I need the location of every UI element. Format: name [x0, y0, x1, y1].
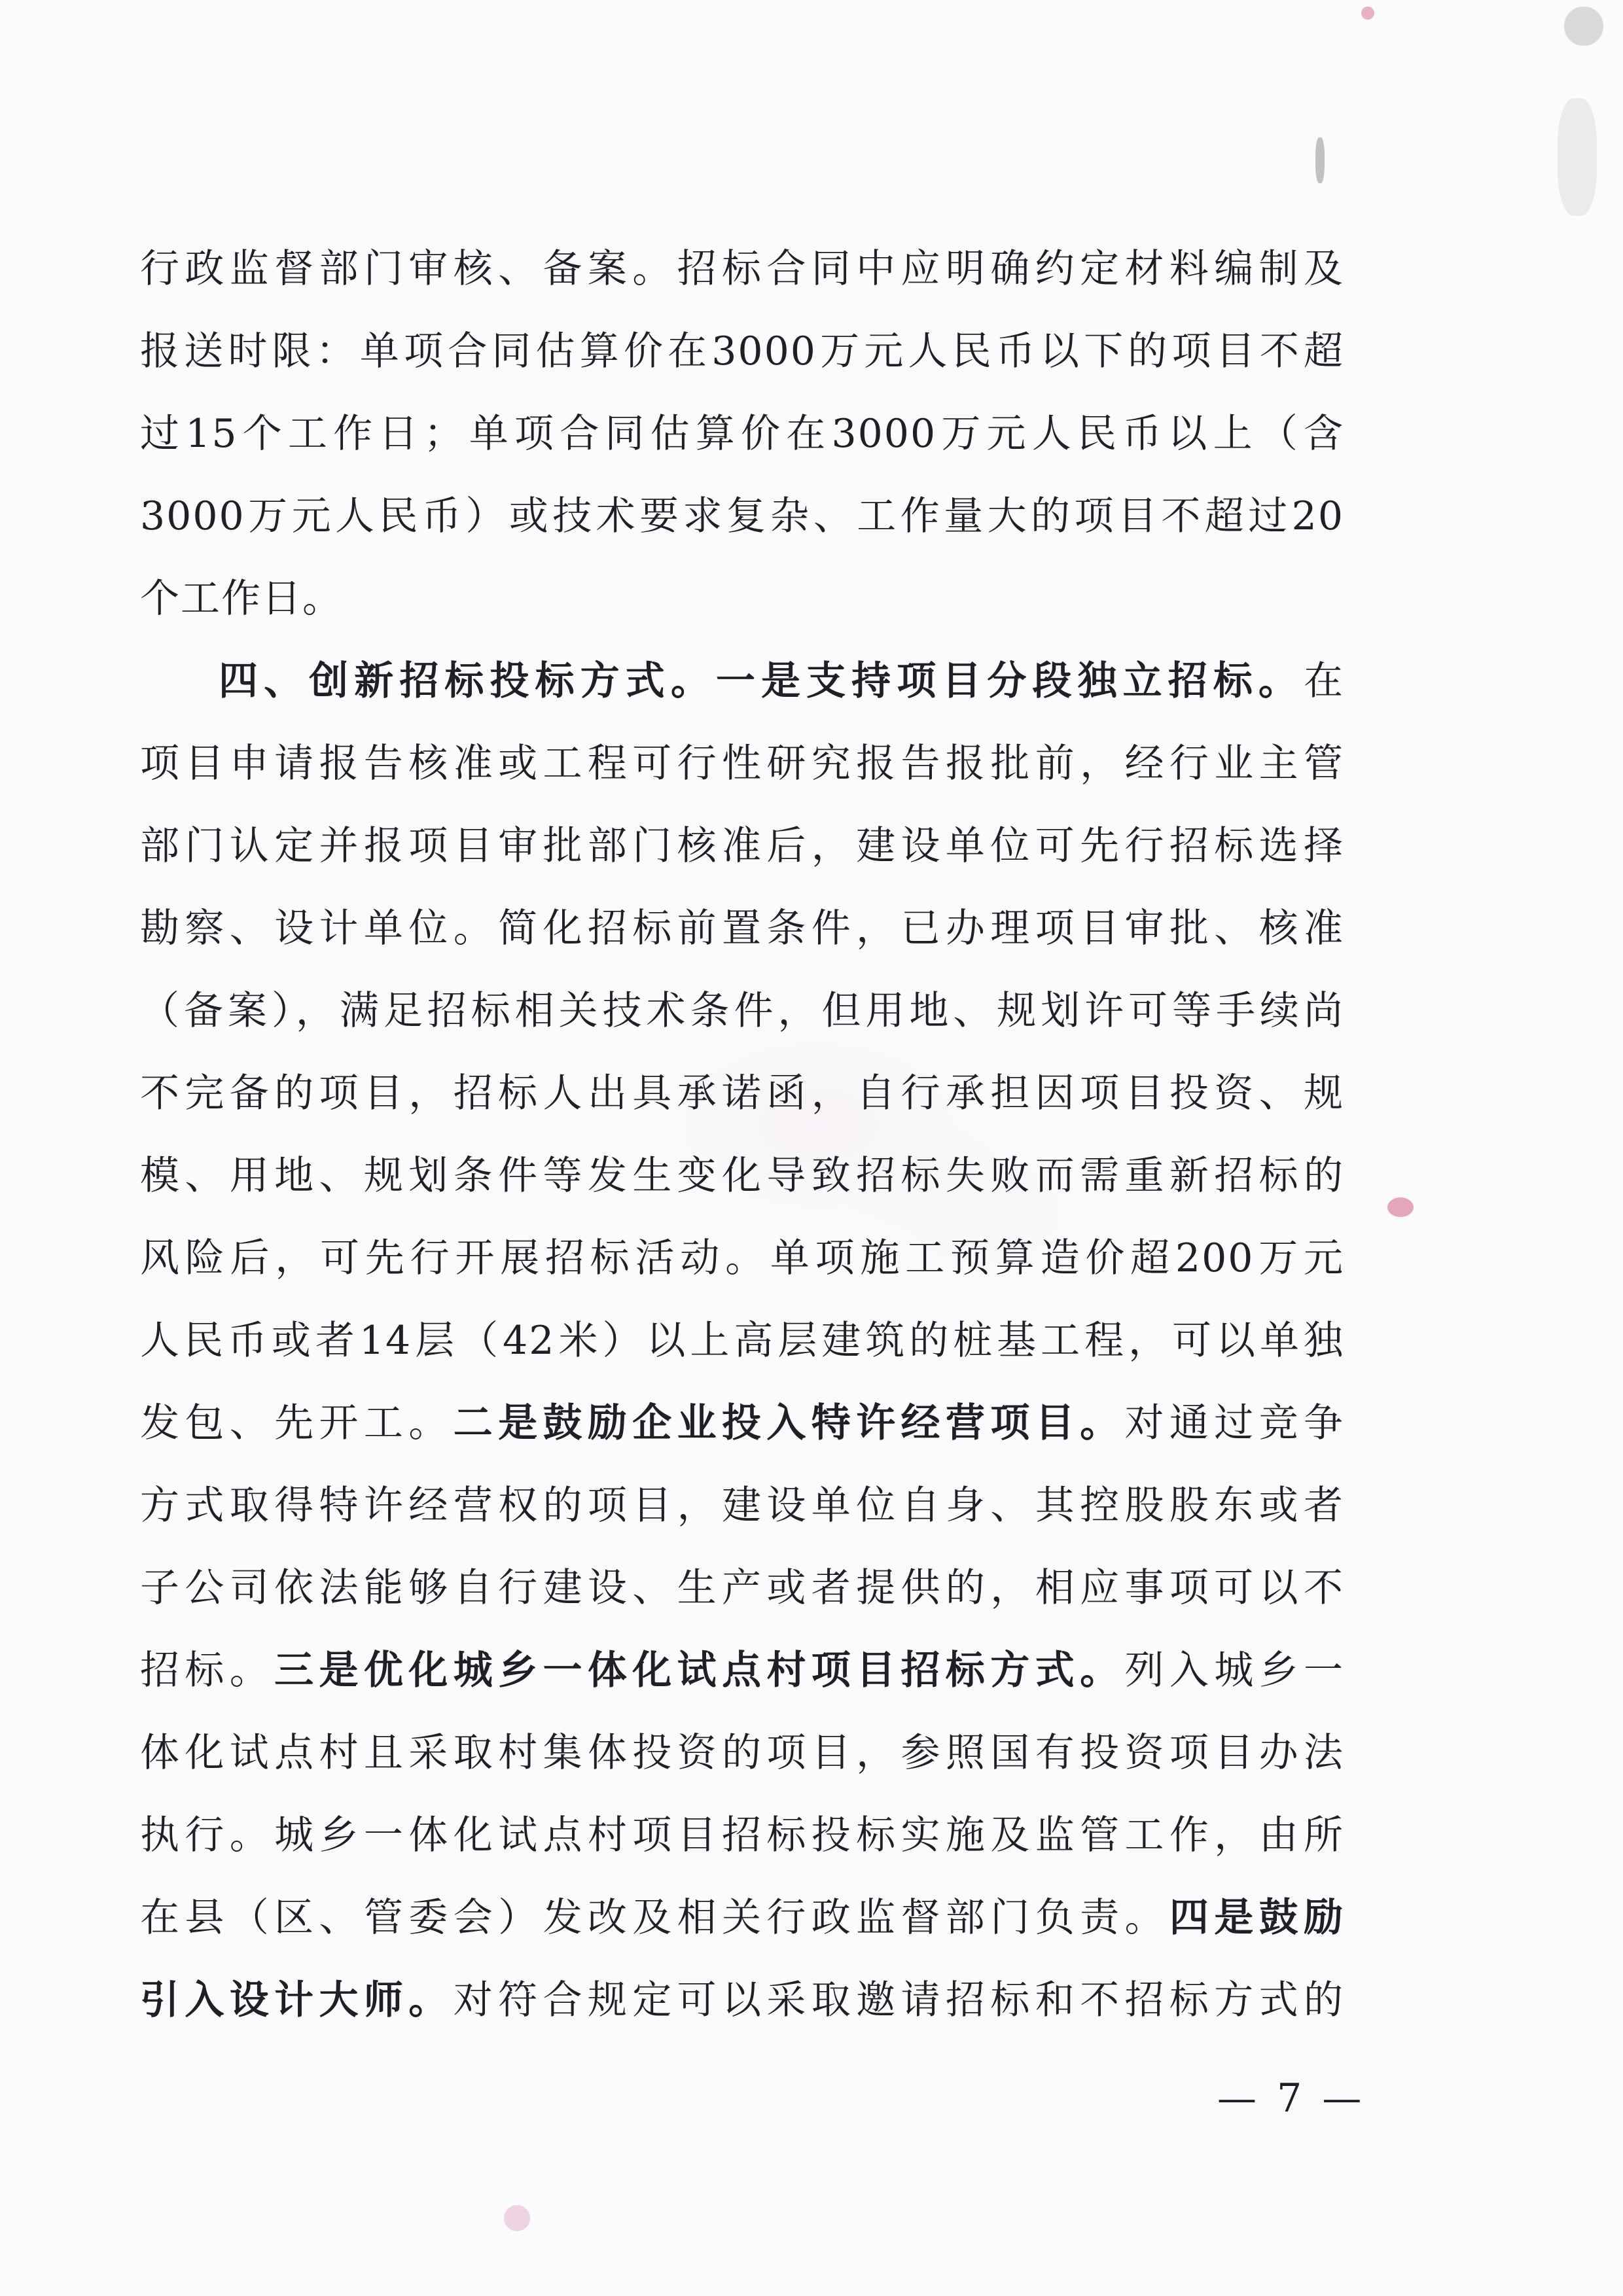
text-line: 项目申请报告核准或工程可行性研究报告报批前，经行业主管: [140, 741, 1344, 786]
text-line: 3000万元人民币）或技术要求复杂、工作量大的项目不超过20: [140, 493, 1344, 539]
text-fragment: 对通过竞争: [1124, 1400, 1344, 1446]
text-line: [140, 1382, 1344, 1464]
text-line: 模、用地、规划条件等发生变化导致招标失败而需重新招标的: [140, 1153, 1344, 1199]
text-fragment: 在县（区、管委会）发改及相关行政监督部门负责。: [140, 1895, 1169, 1941]
text-line: 执行。城乡一体化试点村项目招标投标实施及监管工作，由所: [140, 1812, 1344, 1858]
bold-heading: 二是鼓励企业投入特许经营项目。: [453, 1400, 1125, 1446]
stain-mark: [1361, 7, 1374, 20]
text-fragment: 对符合规定可以采取邀请招标和不招标方式的: [453, 1977, 1344, 2023]
text-fragment: 发包、先开工。: [140, 1400, 454, 1446]
text-line: 子公司依法能够自行建设、生产或者提供的，相应事项可以不: [140, 1565, 1344, 1611]
text-line: [140, 640, 1344, 722]
text-line: 不完备的项目，招标人出具承诺函，自行承担因项目投资、规: [140, 1070, 1344, 1116]
text-line: （备案），满足招标相关技术条件，但用地、规划许可等手续尚: [140, 988, 1344, 1034]
body-text: [140, 228, 1344, 2041]
text-line: 方式取得特许经营权的项目，建设单位自身、其控股股东或者: [140, 1483, 1344, 1528]
text-line: 报送时限：单项合同估算价在3000万元人民币以下的项目不超: [140, 328, 1344, 374]
text-fragment: 列入城乡一: [1124, 1648, 1344, 1693]
stain-mark: [1564, 7, 1603, 46]
page-number: — 7 —: [1217, 2075, 1366, 2121]
bold-heading: 四是鼓励: [1169, 1895, 1344, 1941]
text-line: 个工作日。: [140, 576, 343, 622]
stain-mark: [1558, 98, 1597, 216]
stain-mark: [504, 2205, 530, 2231]
bold-heading: 四、创新招标投标方式。一是支持项目分段独立招标。: [219, 658, 1304, 704]
text-line: [140, 1629, 1344, 1712]
text-line: 体化试点村且采取村集体投资的项目，参照国有投资项目办法: [140, 1730, 1344, 1776]
text-fragment: 在: [1304, 658, 1344, 704]
text-fragment: 招标。: [140, 1648, 275, 1693]
text-line: [140, 1959, 1344, 2041]
text-line: 勘察、设计单位。简化招标前置条件，已办理项目审批、核准: [140, 906, 1344, 951]
text-line: 风险后，可先行开展招标活动。单项施工预算造价超200万元: [140, 1235, 1344, 1281]
text-line: 行政监督部门审核、备案。招标合同中应明确约定材料编制及: [140, 246, 1344, 292]
text-line: 过15个工作日；单项合同估算价在3000万元人民币以上（含: [140, 411, 1344, 457]
bold-heading: 引入设计大师。: [140, 1977, 454, 2023]
bold-heading: 三是优化城乡一体化试点村项目招标方式。: [274, 1648, 1125, 1693]
text-line: 部门认定并报项目审批部门核准后，建设单位可先行招标选择: [140, 823, 1344, 869]
text-line: 人民币或者14层（42米）以上高层建筑的桩基工程，可以单独: [140, 1318, 1344, 1364]
stain-mark: [1315, 137, 1325, 183]
text-line: [140, 1877, 1344, 1959]
stain-mark: [1387, 1197, 1414, 1217]
